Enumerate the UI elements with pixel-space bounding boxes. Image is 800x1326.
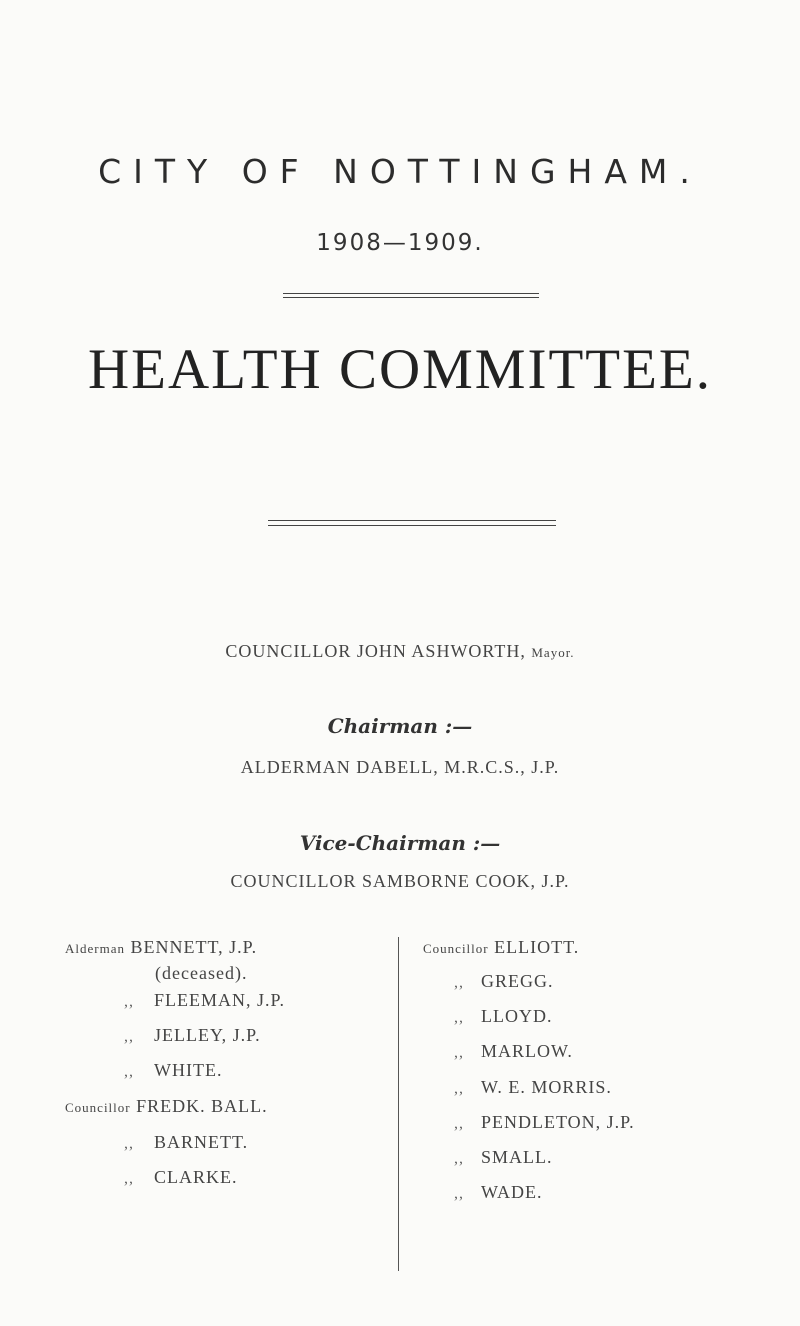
councillor-name: SMALL. (481, 1147, 553, 1167)
alderman-name: BENNETT, J.P. (130, 937, 258, 957)
councillor-name: GREGG. (481, 971, 554, 991)
ditto-mark: ,, (124, 993, 134, 1010)
alderman-name: FLEEMAN, J.P. (154, 990, 286, 1010)
mayor-name: COUNCILLOR JOHN ASHWORTH, (225, 641, 526, 661)
chairman-label: Chairman :— (327, 714, 473, 738)
ditto-mark: ,, (454, 1115, 464, 1132)
alderman-name: WHITE. (154, 1060, 223, 1080)
councillor-name: WADE. (481, 1182, 543, 1202)
vice-chairman-label: Vice-Chairman :— (299, 831, 501, 855)
mayor-title: Mayor. (531, 645, 575, 660)
years: 1908—1909. (316, 230, 484, 256)
councillor-name: CLARKE. (154, 1167, 238, 1187)
alderman-note: (deceased). (155, 963, 248, 983)
councillor-name: PENDLETON, J.P. (481, 1112, 635, 1132)
ditto-mark: ,, (124, 1028, 134, 1045)
ditto-mark: ,, (124, 1170, 134, 1187)
ditto-mark: ,, (124, 1135, 134, 1152)
chairman-name: ALDERMAN DABELL, M.R.C.S., J.P. (240, 757, 560, 777)
city-title: CITY OF NOTTINGHAM. (98, 152, 702, 191)
councillor-prefix: Councillor (65, 1100, 131, 1115)
councillor-name: FREDK. BALL. (136, 1096, 268, 1116)
councillor-name: LLOYD. (481, 1006, 553, 1026)
ditto-mark: ,, (454, 1150, 464, 1167)
councillor-name: MARLOW. (481, 1041, 573, 1061)
councillor-name: W. E. MORRIS. (481, 1077, 612, 1097)
alderman-name: JELLEY, J.P. (154, 1025, 261, 1045)
councillor-row (423, 937, 579, 958)
ditto-mark: ,, (454, 974, 464, 991)
ditto-mark: ,, (454, 1185, 464, 1202)
councillor-prefix: Councillor (423, 941, 489, 956)
alderman-prefix: Alderman (65, 941, 125, 956)
ditto-mark: ,, (454, 1009, 464, 1026)
ditto-mark: ,, (454, 1044, 464, 1061)
ditto-mark: ,, (454, 1080, 464, 1097)
committee-heading: HEALTH COMMITTEE. (87, 338, 712, 401)
ditto-mark: ,, (124, 1063, 134, 1080)
vice-chairman-name: COUNCILLOR SAMBORNE COOK, J.P. (230, 871, 570, 891)
councillor-name: BARNETT. (154, 1132, 249, 1152)
councillor-name: ELLIOTT. (494, 937, 580, 957)
